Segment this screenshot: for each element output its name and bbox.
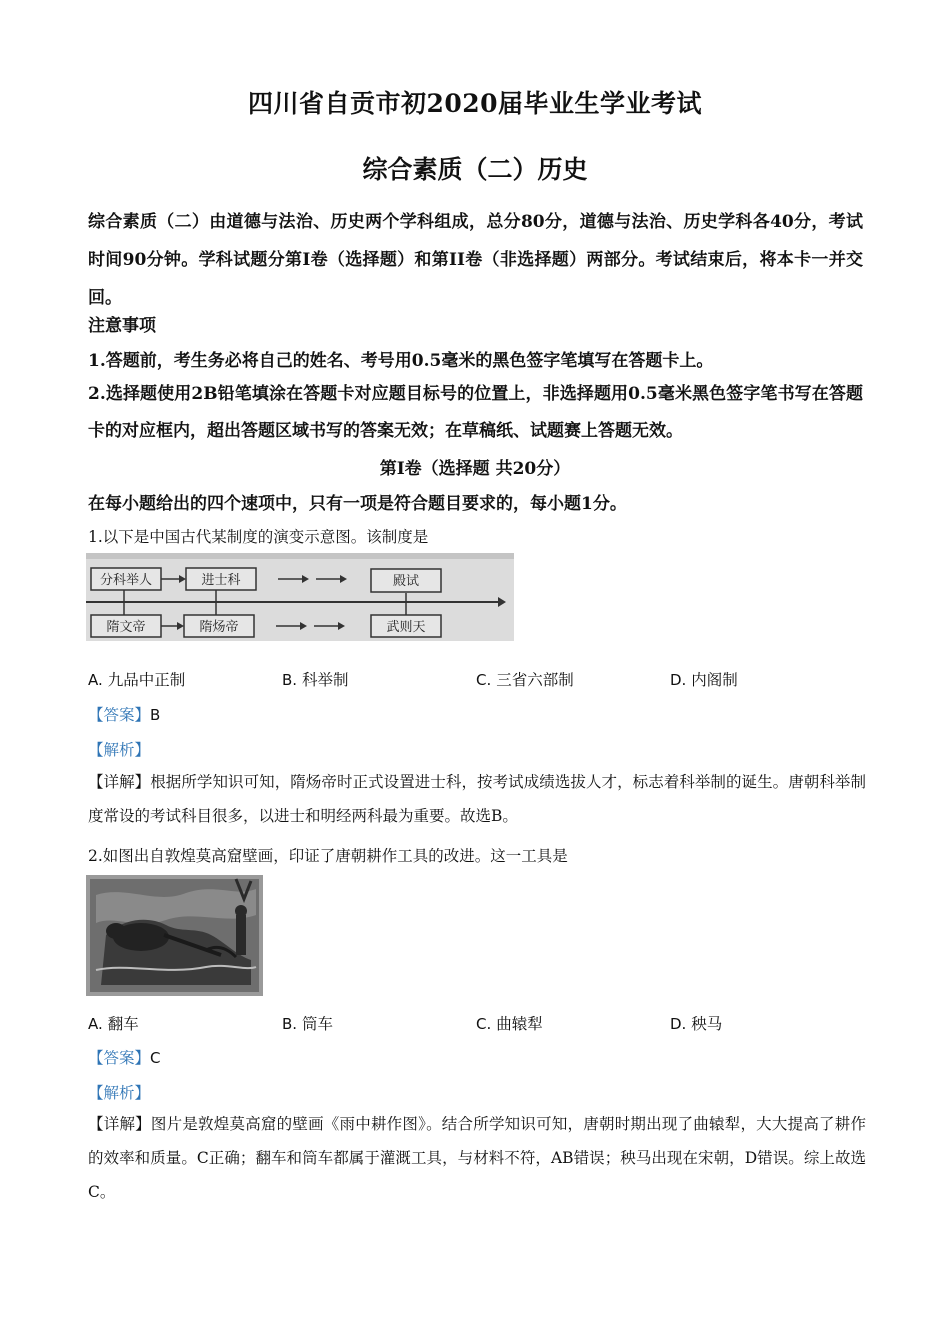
q2-option-b: B. 筒车	[282, 1015, 334, 1033]
q1-detail: 【详解】根据所学知识可知，隋炀帝时正式设置进士科，按考试成绩选拔人才，标志着科举制的诞生。唐朝科举制度常设的考试科目很多，以进士和明经两科最为重要。故选B。	[88, 773, 866, 825]
q2-option-a: A. 翻车	[88, 1015, 139, 1033]
q1-analysis-label: 【解析】	[88, 741, 151, 759]
exam-subtitle: 综合素质（二）历史	[362, 155, 588, 184]
q1-answer: 【答案】B	[88, 706, 161, 724]
question-1-options	[88, 668, 868, 690]
q2-mural-image	[86, 875, 263, 996]
q2-answer: 【答案】C	[88, 1049, 161, 1067]
notice-item-1: 1.答题前，考生务必将自己的姓名、考号用0.5毫米的黑色签字笔填写在答题卡上。	[88, 351, 714, 371]
question-1-stem: 1.以下是中国古代某制度的演变示意图。该制度是	[88, 528, 429, 546]
notice-item-2: 2.选择题使用2B铅笔填涂在答题卡对应题目标号的位置上，非选择题用0.5毫米黑色签字笔书写在答题卡的对应框内，超出答题区域书写的答案无效；在草稿纸、试题赛上答题无效。	[88, 384, 863, 441]
fig1-label-suiwendi: 隋文帝	[106, 620, 146, 635]
q2-option-d: D. 秧马	[670, 1015, 723, 1033]
fig1-label-suiyangdi: 隋炀帝	[199, 620, 239, 635]
q1-option-b: B. 科举制	[282, 671, 349, 689]
q2-detail: 【详解】图片是敦煌莫高窟的壁画《雨中耕作图》。结合所学知识可知，唐朝时期出现了曲辕犁，大大提高了耕作的效率和质量。C正确；翻车和筒车都属于灌溉工具，与材料不符，AB错误；秧马出现在宋朝，D错误。综上故选C。	[88, 1115, 866, 1201]
fig1-label-fenke: 分科举人	[99, 573, 153, 588]
fig1-label-jinshike: 进士科	[201, 573, 241, 588]
q2-analysis-label: 【解析】	[88, 1084, 151, 1102]
exam-title: 四川省自贡市初2020届毕业生学业考试	[247, 89, 703, 118]
section-title: 第I卷（选择题 共20分）	[379, 459, 571, 479]
fig1-label-dianshi: 殿试	[392, 574, 420, 589]
question-2-options	[88, 1012, 868, 1034]
q1-diagram-figure	[86, 553, 514, 641]
q2-option-c: C. 曲辕犁	[476, 1015, 543, 1033]
question-2-stem: 2.如图出自敦煌莫高窟壁画，印证了唐朝耕作工具的改进。这一工具是	[88, 847, 568, 865]
q1-option-a: A. 九品中正制	[88, 671, 186, 689]
fig1-label-wuzetian: 武则天	[386, 620, 426, 635]
q1-option-c: C. 三省六部制	[476, 671, 574, 689]
intro-paragraph: 综合素质（二）由道德与法治、历史两个学科组成，总分80分，道德与法治、历史学科各40分，考试时间90分钟。学科试题分第I卷（选择题）和第II卷（非选择题）两部分。考试结束后，将本卡一并交回。	[88, 212, 863, 308]
section-instruction: 在每小题给出的四个速项中，只有一项是符合题目要求的，每小题1分。	[88, 494, 627, 514]
q1-option-d: D. 内阁制	[670, 671, 738, 689]
notice-heading: 注意事项	[88, 316, 156, 336]
